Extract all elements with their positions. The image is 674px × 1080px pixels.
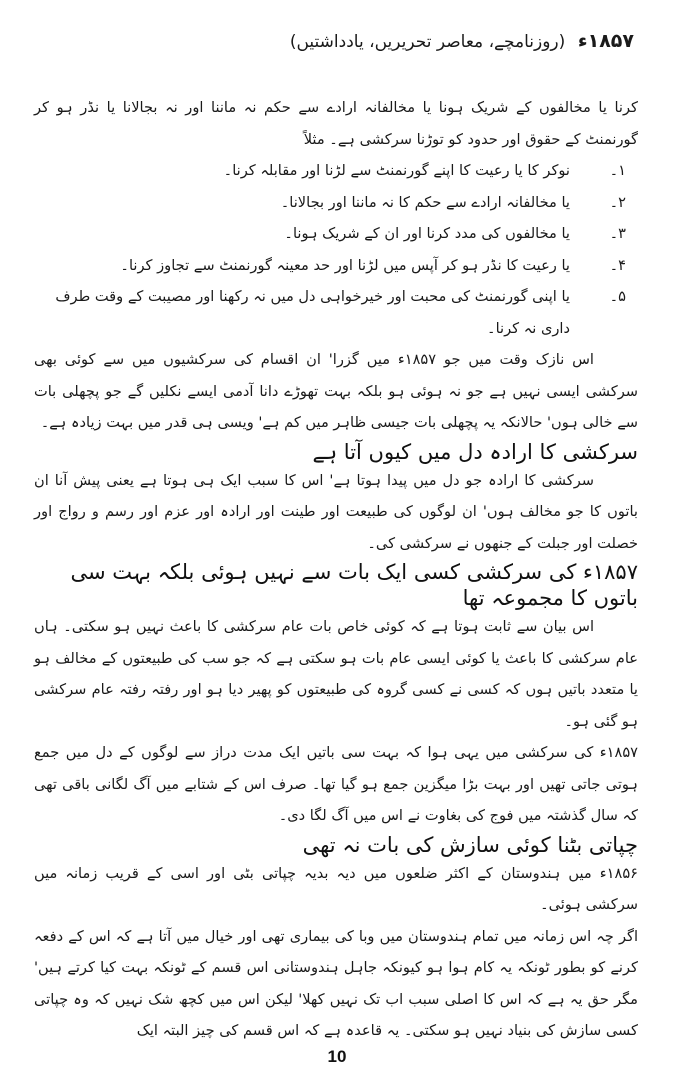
intro-paragraph: کرنا یا مخالفوں کے شریک ہونا یا مخالفانہ ارادے سے حکم نہ ماننا اور نہ بجالانا یا نڈر ہو کر گورنمنٹ کے حقوق اور حدود کو توڑنا سرکشی ہے۔ مثلاً (34, 99, 638, 148)
section-causes-paragraph-1: اس بیان سے ثابت ہوتا ہے کہ کوئی خاص بات عام سرکشی کا باعث نہیں ہو سکتی۔ ہاں عام سرکشی کا باعث یا کوئی ایسی عام بات ہو سکتی ہے کہ جو سب کی طبیعتوں کے مخالف ہو یا متعدد باتیں ہوں کہ کسی نے کسی گروہ کی طبیعتوں کو پھیر دیا ہو اور رفتہ رفتہ عام سرکشی ہو گئی ہو۔ (34, 618, 638, 730)
header-subtitle: (روزنامچے، معاصر تحریریں، یادداشتیں) (289, 32, 566, 52)
rebellion-types-list (34, 155, 638, 344)
list-item-number: ۴۔ (609, 256, 626, 274)
page-body (34, 92, 638, 1047)
list-item-number: ۵۔ (609, 288, 626, 305)
list-item-number: ۲۔ (609, 193, 626, 211)
list-item (34, 250, 638, 282)
section-chapati-paragraph-1: ۱۸۵۶ء میں ہندوستان کے اکثر ضلعوں میں دیہ بدیہ چپاتی بٹی اور اسی کے قریب زمانہ میں سرکشی ہوئی۔ (34, 864, 638, 913)
paragraph-after-list: اس نازک وقت میں جو ۱۸۵۷ء میں گزرا' ان اقسام کی سرکشیوں میں سے کوئی بھی سرکشی ایسی نہیں ہے جو نہ ہوئی ہو بلکہ بہت تھوڑے دانا آدمی ایسے نکلیں گے جو پچھلی بات سے خالی ہوں' حالانکہ یہ پچھلی بات جیسی ظاہر میں کم ہے' ویسی ہی قدر میں بہت زیادہ ہے۔ (34, 351, 638, 431)
section-heading-causes: ۱۸۵۷ء کی سرکشی کسی ایک بات سے نہیں ہوئی بلکہ بہت سی باتوں کا مجموعہ تھا (70, 560, 638, 610)
section-chapati-paragraph-2: اگر چہ اس زمانہ میں تمام ہندوستان میں وبا کی بیماری تھی اور خیال میں آتا ہے کہ اس کے دفعہ کرنے کو بطور ٹونکہ یہ کام ہوا ہو کیونکہ جاہل ہندوستانی اس قسم کے ٹونکہ بہت کیا کرتے ہیں' مگر حق یہ ہے کہ اس کا اصلی سبب اب تک نہیں کھلا' لیکن اس میں کچھ شک نہیں کہ وہ چپاتی کسی سازش کی بنیاد نہیں ہو سکتی۔ یہ قاعدہ ہے کہ اس قسم کی چیز البتہ ایک (34, 927, 638, 1039)
list-item-text: یا مخالفانہ ارادے سے حکم کا نہ ماننا اور بجالانا۔ (280, 193, 570, 211)
section-causes-paragraph-2: ۱۸۵۷ء کی سرکشی میں یہی ہوا کہ بہت سی باتیں ایک مدت دراز سے لوگوں کے دل میں جمع ہوتی جاتی تھیں اور بہت بڑا میگزین جمع ہو گیا تھا۔ صرف اس کے شتابے میں آگ لگانی باقی تھی کہ سال گذشتہ میں فوج کی بغاوت نے اس میں آگ لگا دی۔ (34, 744, 638, 824)
section-heading-chapati: چپاتی بٹنا کوئی سازش کی بات نہ تھی (302, 832, 638, 857)
header-year-title: ۱۸۵۷ء (577, 30, 634, 52)
running-header (30, 30, 634, 60)
list-item (34, 187, 638, 219)
section-intent-paragraph: سرکشی کا ارادہ جو دل میں پیدا ہوتا ہے' اس کا سبب ایک ہی ہوتا ہے یعنی پیش آنا ان باتوں کا جو مخالف ہوں' ان لوگوں کی طبیعت اور طینت اور ارادہ اور عزم اور رسم و رواج اور خصلت اور جبلت کے جنھوں نے سرکشی کی۔ (34, 471, 638, 552)
list-item-text: یا مخالفوں کی مدد کرنا اور ان کے شریک ہونا۔ (284, 225, 570, 242)
list-item (34, 218, 638, 250)
section-heading-intent: سرکشی کا ارادہ دل میں کیوں آتا ہے (312, 439, 638, 464)
list-item (34, 155, 638, 187)
list-item (34, 281, 638, 344)
list-item-text: یا رعیت کا نڈر ہو کر آپس میں لڑنا اور حد معینہ گورنمنٹ سے تجاوز کرنا۔ (120, 256, 570, 274)
list-item-text: نوکر کا یا رعیت کا اپنے گورنمنٹ سے لڑنا اور مقابلہ کرنا۔ (223, 162, 570, 179)
list-item-text: یا اپنی گورنمنٹ کی محبت اور خیرخواہی دل میں نہ رکھنا اور مصیبت کے وقت طرف داری نہ کرنا۔ (55, 288, 570, 337)
list-item-number: ۱۔ (609, 162, 626, 179)
page-number: 10 (327, 1047, 347, 1066)
list-item-number: ۳۔ (609, 225, 626, 242)
